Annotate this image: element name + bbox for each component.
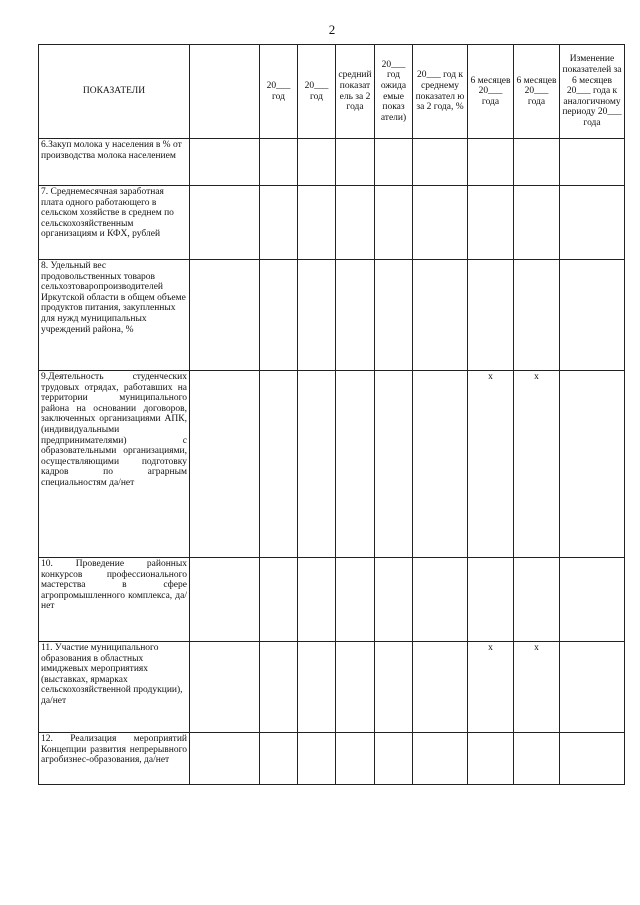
six-months-2-cell: [514, 139, 560, 186]
indicators-table: [38, 44, 625, 785]
empty-cell: [413, 139, 468, 186]
empty-cell: [298, 139, 336, 186]
empty-cell: [375, 642, 413, 733]
empty-cell: [560, 260, 625, 371]
empty-cell: [298, 642, 336, 733]
empty-cell: [560, 733, 625, 785]
empty-cell: [190, 186, 260, 260]
empty-cell: [413, 371, 468, 558]
table-body: [39, 139, 625, 785]
six-months-2-cell: [514, 558, 560, 642]
six-months-1-cell: [468, 733, 514, 785]
empty-cell: [190, 260, 260, 371]
empty-cell: [375, 139, 413, 186]
header-blank: [190, 45, 260, 139]
six-months-2-cell: [514, 733, 560, 785]
empty-cell: [336, 186, 375, 260]
table-header-row: [39, 45, 625, 139]
table-row: [39, 558, 625, 642]
table-row: [39, 733, 625, 785]
six-months-2-cell: [514, 260, 560, 371]
empty-cell: [260, 186, 298, 260]
indicator-label: 11. Участие муниципального образования в областных имиджевых мероприятиях (выставках, ярмарках сельскохозяйственной продукции), да/нет: [39, 642, 190, 733]
indicator-label: 10. Проведение районных конкурсов профессионального мастерства в сфере агропромышленного комплекса, да/нет: [39, 558, 190, 642]
empty-cell: [260, 642, 298, 733]
indicator-label: 12. Реализация мероприятий Концепции развития непрерывного агробизнес-образования, да/нет: [39, 733, 190, 785]
header-year-1: 20___ год: [260, 45, 298, 139]
header-six-months-2: 6 месяцев 20___ года: [514, 45, 560, 139]
six-months-1-cell: x: [468, 642, 514, 733]
empty-cell: [298, 733, 336, 785]
empty-cell: [413, 733, 468, 785]
table-row: [39, 139, 625, 186]
header-ratio: 20___ год к среднему показател ю за 2 года, %: [413, 45, 468, 139]
empty-cell: [260, 139, 298, 186]
empty-cell: [375, 186, 413, 260]
empty-cell: [560, 139, 625, 186]
empty-cell: [560, 558, 625, 642]
six-months-2-cell: x: [514, 642, 560, 733]
empty-cell: [260, 558, 298, 642]
header-average: средний показат ель за 2 года: [336, 45, 375, 139]
header-change: Изменение показателей за 6 месяцев 20___ года к аналогичному периоду 20___ года: [560, 45, 625, 139]
empty-cell: [375, 558, 413, 642]
empty-cell: [375, 733, 413, 785]
empty-cell: [298, 260, 336, 371]
empty-cell: [413, 260, 468, 371]
empty-cell: [560, 186, 625, 260]
empty-cell: [190, 558, 260, 642]
empty-cell: [298, 186, 336, 260]
six-months-1-cell: x: [468, 371, 514, 558]
empty-cell: [190, 371, 260, 558]
empty-cell: [336, 260, 375, 371]
header-year-2: 20___ год: [298, 45, 336, 139]
empty-cell: [336, 642, 375, 733]
page-number: 2: [328, 22, 336, 37]
empty-cell: [560, 642, 625, 733]
six-months-1-cell: [468, 186, 514, 260]
empty-cell: [190, 139, 260, 186]
empty-cell: [336, 733, 375, 785]
indicator-label: 7. Среднемесячная заработная плата одного работающего в сельском хозяйстве в среднем по сельскохозяйственным организациям и КФХ, рублей: [39, 186, 190, 260]
empty-cell: [190, 642, 260, 733]
empty-cell: [375, 260, 413, 371]
empty-cell: [560, 371, 625, 558]
table-row: [39, 642, 625, 733]
indicator-label: 6.Закуп молока у населения в % от производства молока населением: [39, 139, 190, 186]
indicator-label: 9.Деятельность студенческих трудовых отрядах, работавших на территории муниципального района на основании договоров, заключенных организациями АПК, (индивидуальными предпринимателями) с образовательными организациями, осуществляющими подготовку кадров по аграрным специальностям да/нет: [39, 371, 190, 558]
empty-cell: [260, 371, 298, 558]
table-row: [39, 260, 625, 371]
empty-cell: [190, 733, 260, 785]
six-months-1-cell: [468, 558, 514, 642]
header-expected: 20___ год ожида емые показ атели): [375, 45, 413, 139]
empty-cell: [413, 186, 468, 260]
table-row: [39, 186, 625, 260]
six-months-2-cell: [514, 186, 560, 260]
header-six-months-1: 6 месяцев 20___ года: [468, 45, 514, 139]
empty-cell: [260, 733, 298, 785]
table-row: [39, 371, 625, 558]
empty-cell: [375, 371, 413, 558]
empty-cell: [298, 558, 336, 642]
empty-cell: [413, 558, 468, 642]
header-indicators: ПОКАЗАТЕЛИ: [39, 45, 190, 139]
empty-cell: [336, 558, 375, 642]
empty-cell: [298, 371, 336, 558]
indicator-label: 8. Удельный вес продовольственных товаров сельхозтоваропроизводителей Иркутской области в общем объеме продуктов питания, закупленных для нужд муниципальных учреждений района, %: [39, 260, 190, 371]
empty-cell: [260, 260, 298, 371]
empty-cell: [413, 642, 468, 733]
empty-cell: [336, 371, 375, 558]
empty-cell: [336, 139, 375, 186]
six-months-2-cell: x: [514, 371, 560, 558]
six-months-1-cell: [468, 139, 514, 186]
six-months-1-cell: [468, 260, 514, 371]
